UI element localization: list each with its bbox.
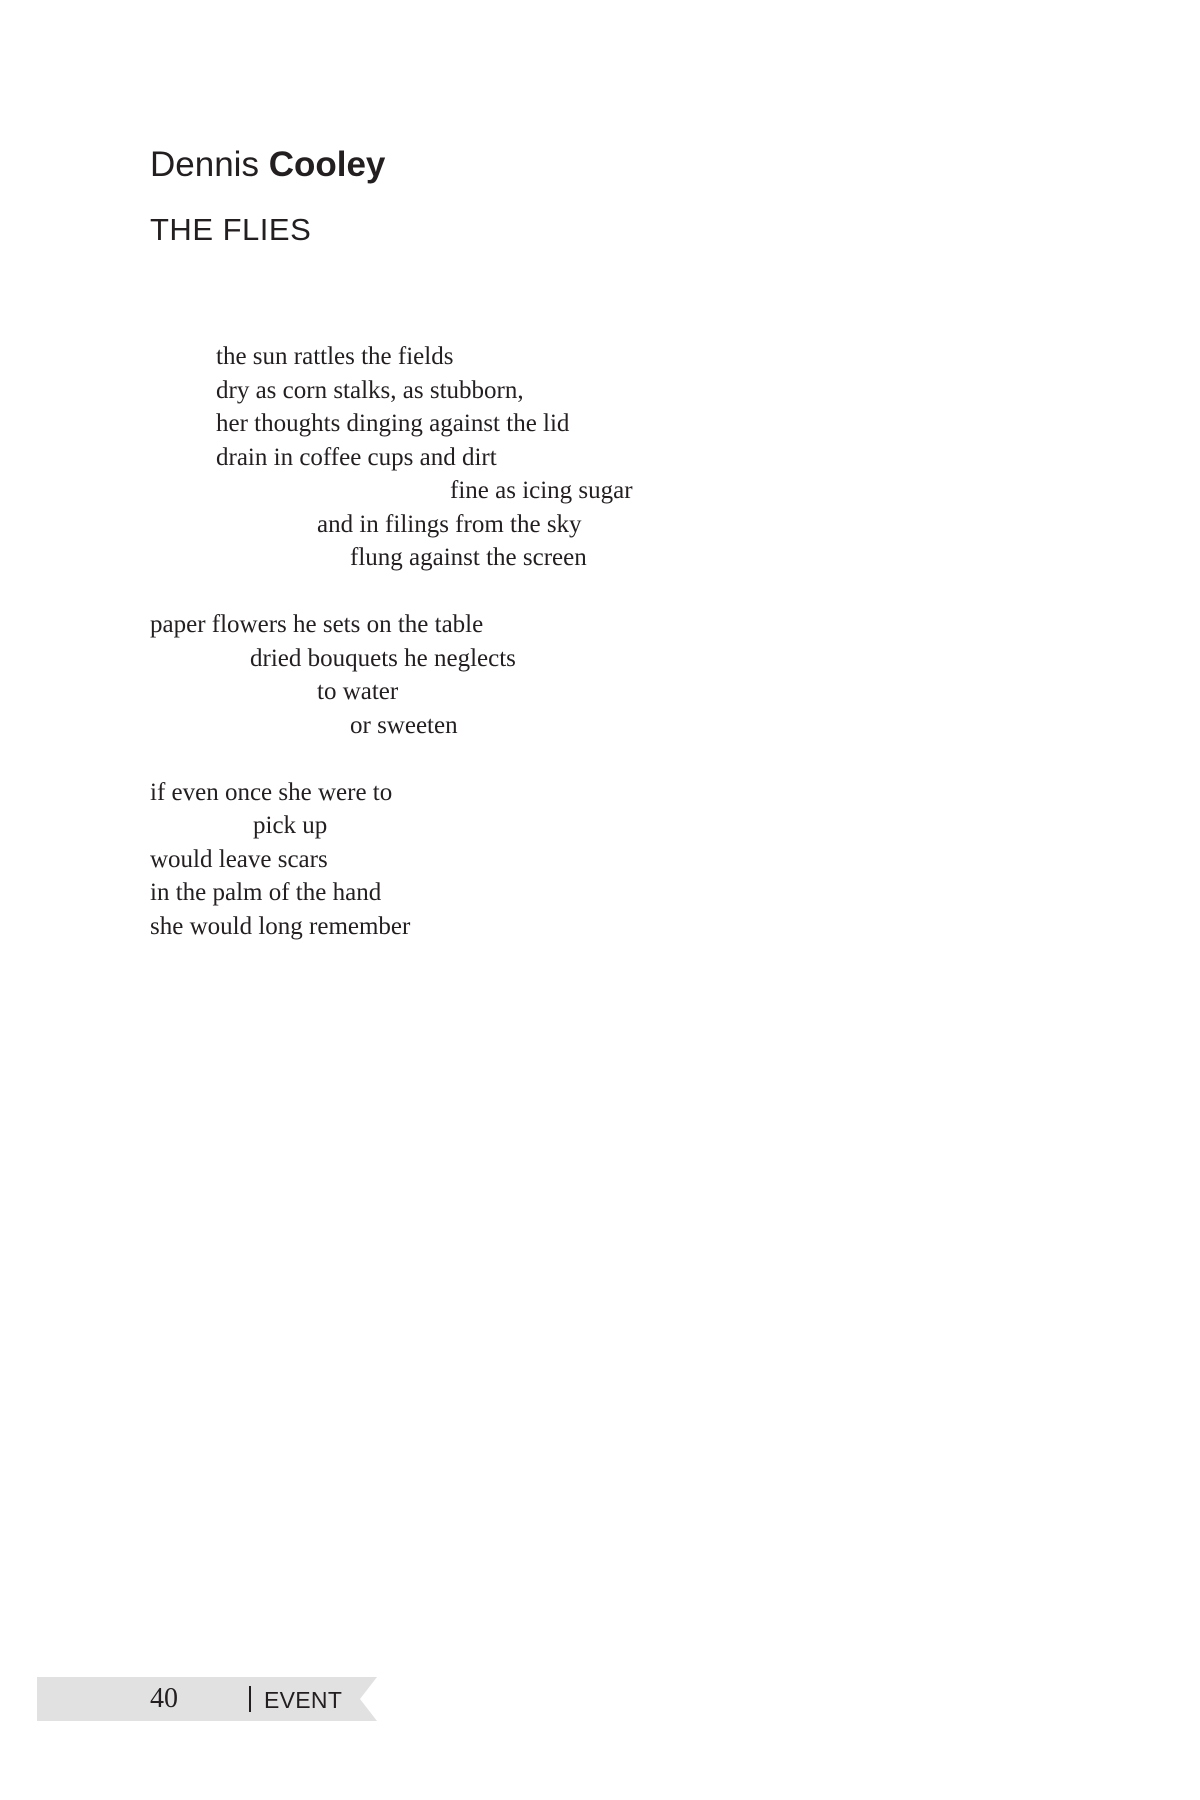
poem-line: drain in coffee cups and dirt [216, 443, 497, 471]
poem-line: the sun rattles the fields [216, 343, 454, 370]
poem-line: or sweeten [350, 711, 458, 739]
poem-line: to water [317, 678, 399, 705]
stanza-break [150, 742, 1050, 776]
poem-line: paper flowers he sets on the table [150, 611, 484, 638]
poem-line: dry as corn stalks, as stubborn, [216, 376, 524, 404]
poem-line: she would long remember [150, 912, 411, 940]
poem-line: her thoughts dinging against the lid [216, 410, 570, 437]
poem-line: fine as icing sugar [450, 477, 633, 504]
poem-line: would leave scars [150, 845, 328, 873]
stanza-2 [150, 608, 1050, 742]
author-first-name: Dennis [150, 145, 259, 184]
stanza-1 [150, 340, 1050, 575]
poem-line: if even once she were to [150, 778, 393, 806]
poem-line: and in filings from the sky [317, 510, 582, 538]
poem-title: THE FLIES [150, 212, 312, 247]
poem-line: dried bouquets he neglects [250, 644, 516, 672]
author-last-name: Cooley [268, 145, 386, 184]
poem-line: flung against the screen [350, 544, 587, 571]
stanza-3 [150, 776, 1050, 944]
stanza-break [150, 575, 1050, 609]
poem-body [150, 340, 1050, 943]
page-number: 40 [150, 1683, 178, 1714]
author-byline [150, 140, 385, 190]
footer-divider [249, 1686, 251, 1712]
poem-line: in the palm of the hand [150, 879, 382, 906]
journal-name: EVENT [264, 1687, 343, 1713]
poem-line: pick up [253, 812, 328, 839]
